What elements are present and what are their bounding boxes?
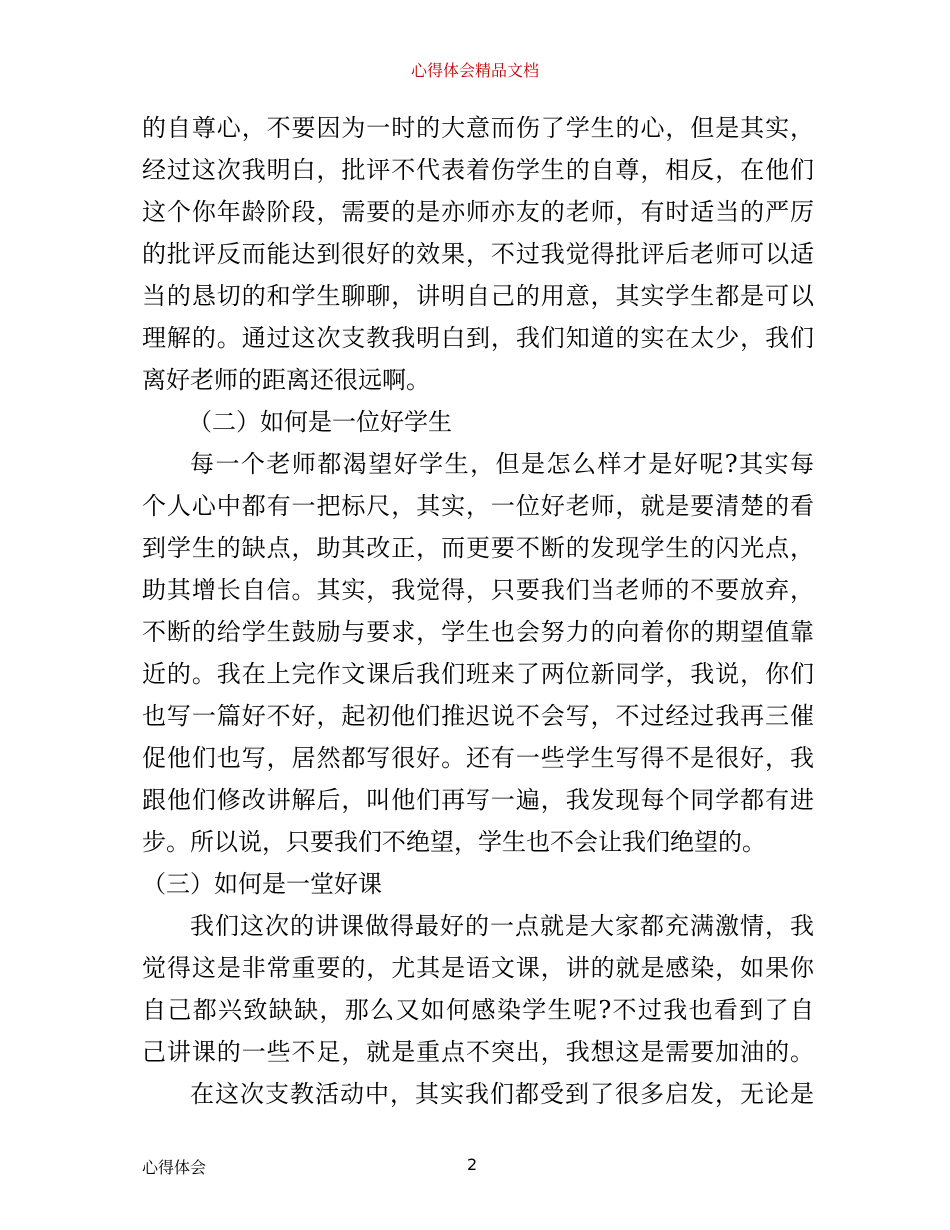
document-body bbox=[142, 107, 814, 1115]
body-line: 觉得这是非常重要的，尤其是语文课，讲的就是感染，如果你 bbox=[142, 954, 814, 982]
body-line: 近的。我在上完作文课后我们班来了两位新同学，我说，你们 bbox=[142, 660, 814, 688]
body-line: 己讲课的一些不足，就是重点不突出，我想这是需要加油的。 bbox=[142, 1038, 814, 1066]
section-heading: （三）如何是一堂好课 bbox=[142, 870, 382, 898]
body-line: 理解的。通过这次支教我明白到，我们知道的实在太少，我们 bbox=[142, 324, 814, 352]
body-line: 的批评反而能达到很好的效果，不过我觉得批评后老师可以适 bbox=[142, 240, 814, 268]
footer-label: 心得体会 bbox=[142, 1158, 207, 1177]
page-number: 2 bbox=[467, 1155, 478, 1174]
body-line: 离好老师的距离还很远啊。 bbox=[142, 366, 430, 394]
body-line: 经过这次我明白，批评不代表着伤学生的自尊，相反，在他们 bbox=[142, 156, 814, 184]
body-line: 跟他们修改讲解后，叫他们再写一遍，我发现每个同学都有进 bbox=[142, 786, 814, 814]
body-line: 当的恳切的和学生聊聊，讲明自己的用意，其实学生都是可以 bbox=[142, 282, 814, 310]
section-heading: （二）如何是一位好学生 bbox=[188, 408, 452, 436]
document-header: 心得体会精品文档 bbox=[410, 61, 539, 80]
body-line: 步。所以说，只要我们不绝望，学生也不会让我们绝望的。 bbox=[142, 828, 766, 856]
body-line: 在这次支教活动中，其实我们都受到了很多启发，无论是 bbox=[190, 1080, 814, 1108]
body-line: 促他们也写，居然都写很好。还有一些学生写得不是很好，我 bbox=[142, 744, 814, 772]
body-line: 也写一篇好不好，起初他们推迟说不会写，不过经过我再三催 bbox=[142, 702, 814, 730]
body-line: 不断的给学生鼓励与要求，学生也会努力的向着你的期望值靠 bbox=[142, 618, 814, 646]
body-line: 到学生的缺点，助其改正，而更要不断的发现学生的闪光点， bbox=[142, 534, 814, 562]
body-line: 助其增长自信。其实，我觉得，只要我们当老师的不要放弃， bbox=[142, 576, 814, 604]
body-line: 个人心中都有一把标尺，其实，一位好老师，就是要清楚的看 bbox=[142, 492, 814, 520]
body-line: 这个你年龄阶段，需要的是亦师亦友的老师，有时适当的严厉 bbox=[142, 198, 814, 226]
body-line: 每一个老师都渴望好学生，但是怎么样才是好呢?其实每 bbox=[190, 450, 814, 478]
body-line: 的自尊心，不要因为一时的大意而伤了学生的心，但是其实， bbox=[142, 114, 814, 142]
body-line: 自己都兴致缺缺，那么又如何感染学生呢?不过我也看到了自 bbox=[142, 996, 814, 1024]
body-line: 我们这次的讲课做得最好的一点就是大家都充满激情，我 bbox=[190, 912, 814, 940]
